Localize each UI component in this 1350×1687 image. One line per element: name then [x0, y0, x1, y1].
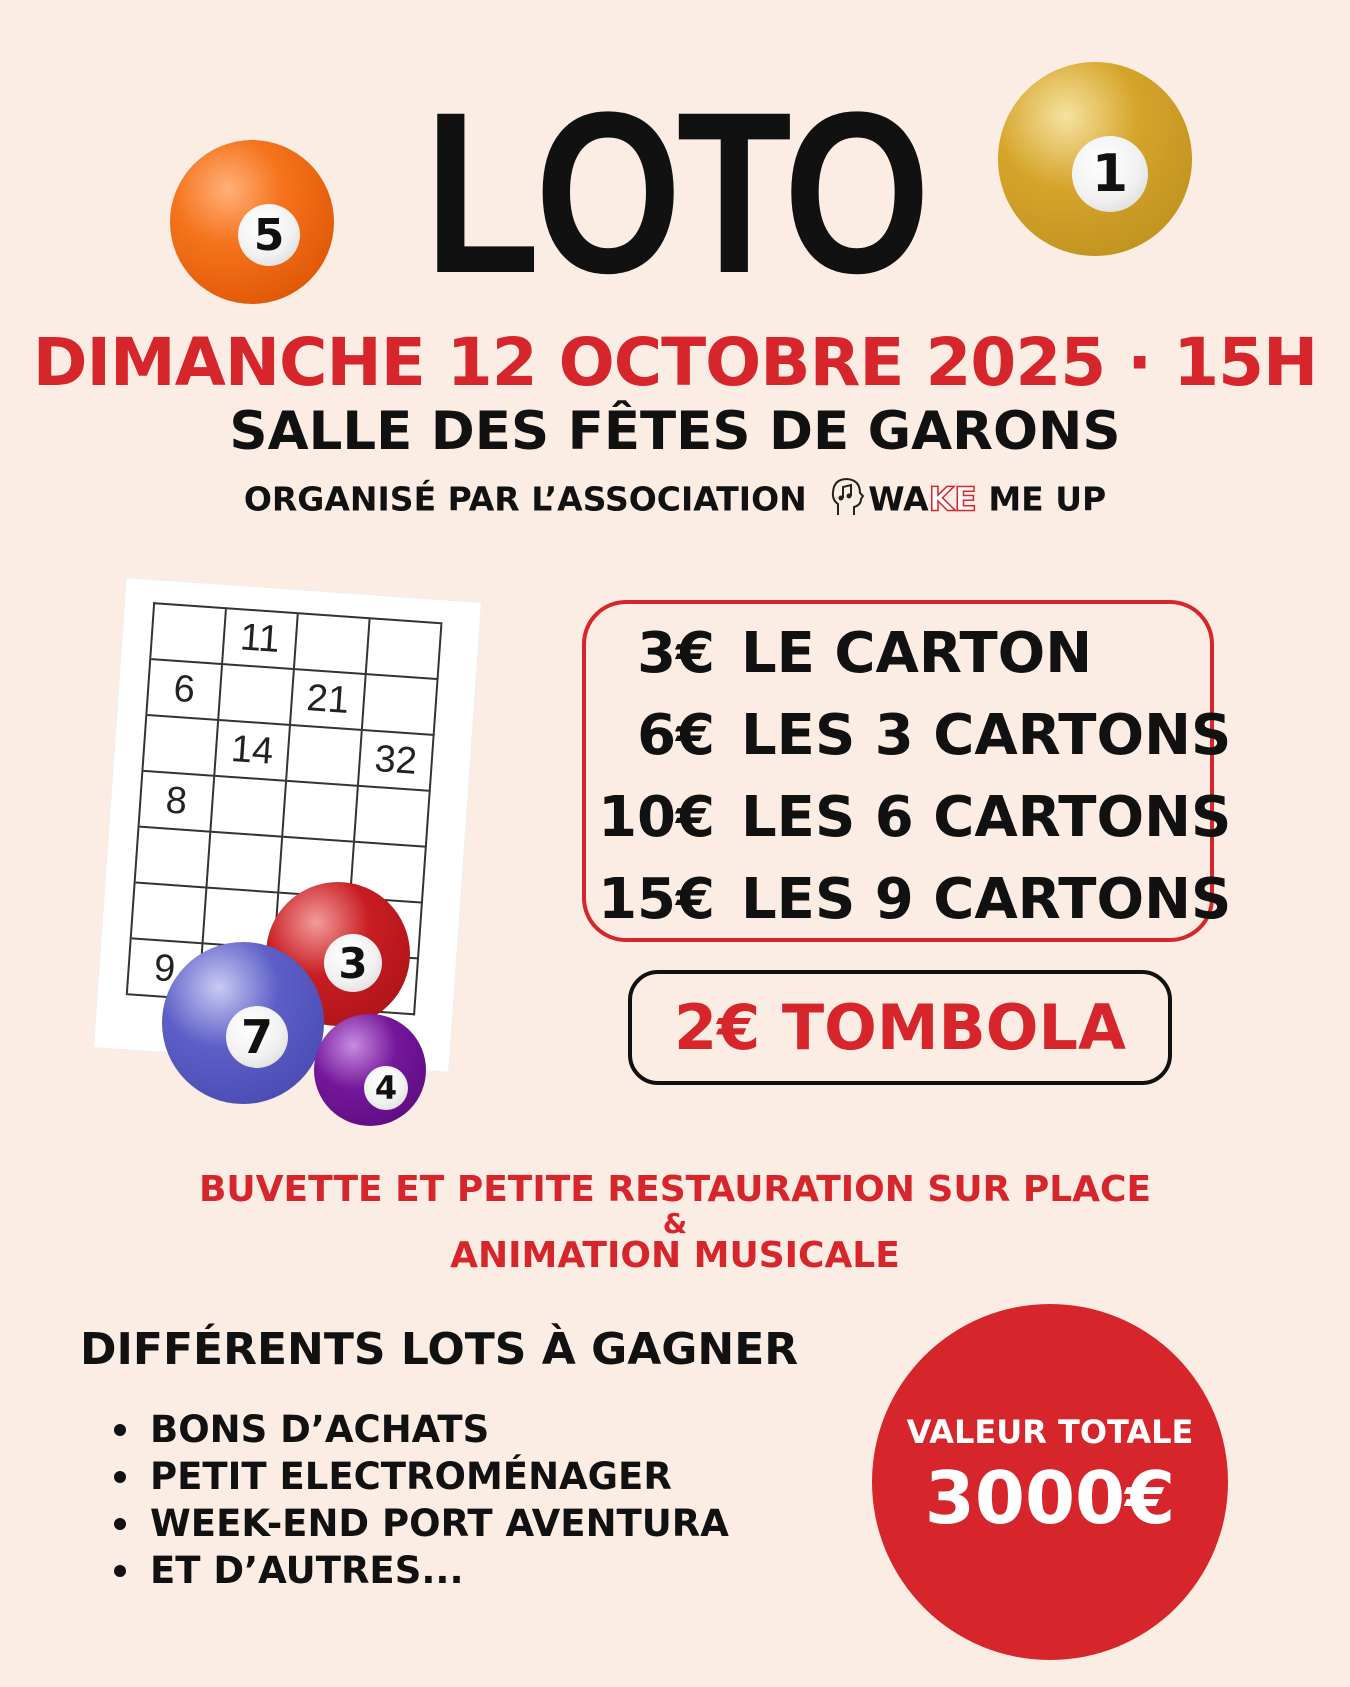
price-row	[586, 778, 1232, 858]
bingo-cell	[367, 619, 443, 680]
association-brand	[868, 480, 1106, 519]
brand-part-2: KE	[928, 479, 977, 519]
bingo-cell	[283, 782, 359, 843]
price-list-box	[582, 600, 1232, 942]
price-amount: 3€	[637, 621, 715, 686]
ball-number: 5	[253, 209, 285, 261]
bingo-cell: 9	[128, 939, 204, 1000]
ball-number-badge	[226, 1006, 288, 1068]
lottery-ball-4	[314, 1014, 426, 1126]
head-music-icon	[826, 474, 866, 528]
bingo-cell	[295, 614, 371, 675]
lots-title: DIFFÉRENTS LOTS À GAGNER	[80, 1324, 799, 1375]
event-venue: SALLE DES FÊTES DE GARONS	[229, 401, 1121, 462]
event-date: DIMANCHE 12 OCTOBRE 2025 · 15H	[32, 324, 1318, 401]
price-row	[586, 614, 1210, 694]
ball-number: 3	[338, 938, 368, 988]
bingo-cell	[211, 777, 287, 838]
bingo-cell	[355, 787, 431, 848]
ball-number: 4	[374, 1069, 398, 1107]
lots-list	[110, 1406, 729, 1594]
list-item: BONS D’ACHATS	[110, 1406, 729, 1453]
brand-part-1: WA	[868, 479, 929, 519]
price-row	[586, 860, 1232, 940]
bingo-cell: 8	[139, 772, 215, 833]
price-label: LES 6 CARTONS	[741, 785, 1232, 850]
bingo-cell: 11	[223, 609, 299, 670]
bingo-cell	[136, 828, 212, 889]
brand-part-3: ME UP	[976, 479, 1107, 519]
ball-number: 1	[1091, 144, 1129, 204]
ampersand: &	[662, 1207, 688, 1240]
bingo-cell	[207, 833, 283, 894]
price-amount: 15€	[598, 867, 715, 932]
price-label: LE CARTON	[741, 621, 1093, 686]
price-row	[586, 696, 1232, 776]
ball-number-badge	[324, 934, 382, 992]
ball-number-badge	[364, 1066, 408, 1110]
bingo-cell	[219, 665, 295, 726]
bingo-cell: 14	[215, 721, 291, 782]
poster-title: LOTO	[424, 64, 926, 321]
bingo-cell: 32	[359, 731, 435, 792]
total-value-amount: 3000€	[924, 1456, 1176, 1540]
list-item: ET D’AUTRES...	[110, 1547, 729, 1594]
bingo-cell: 21	[291, 670, 367, 731]
bingo-cell	[132, 884, 208, 945]
animation-line: ANIMATION MUSICALE	[450, 1235, 900, 1276]
bingo-cell	[151, 604, 227, 665]
price-amount: 6€	[637, 703, 715, 768]
bingo-cell	[363, 675, 439, 736]
tombola-box: 2€ TOMBOLA	[628, 970, 1172, 1085]
price-amount: 10€	[598, 785, 715, 850]
buvette-line: BUVETTE ET PETITE RESTAURATION SUR PLACE	[198, 1169, 1152, 1210]
bingo-cell	[287, 726, 363, 787]
total-value-label: VALEUR TOTALE	[906, 1413, 1194, 1451]
organizer-prefix: ORGANISÉ PAR L’ASSOCIATION	[243, 479, 807, 519]
list-item: PETIT ELECTROMÉNAGER	[110, 1453, 729, 1500]
price-label: LES 3 CARTONS	[741, 703, 1232, 768]
lottery-ball-7	[162, 942, 324, 1104]
total-value-badge	[872, 1304, 1228, 1660]
bingo-cell: 6	[147, 660, 223, 721]
organizer-line	[0, 474, 1350, 528]
list-item: WEEK-END PORT AVENTURA	[110, 1500, 729, 1547]
ball-number: 7	[240, 1010, 273, 1064]
price-label: LES 9 CARTONS	[741, 867, 1232, 932]
bingo-cell	[143, 716, 219, 777]
